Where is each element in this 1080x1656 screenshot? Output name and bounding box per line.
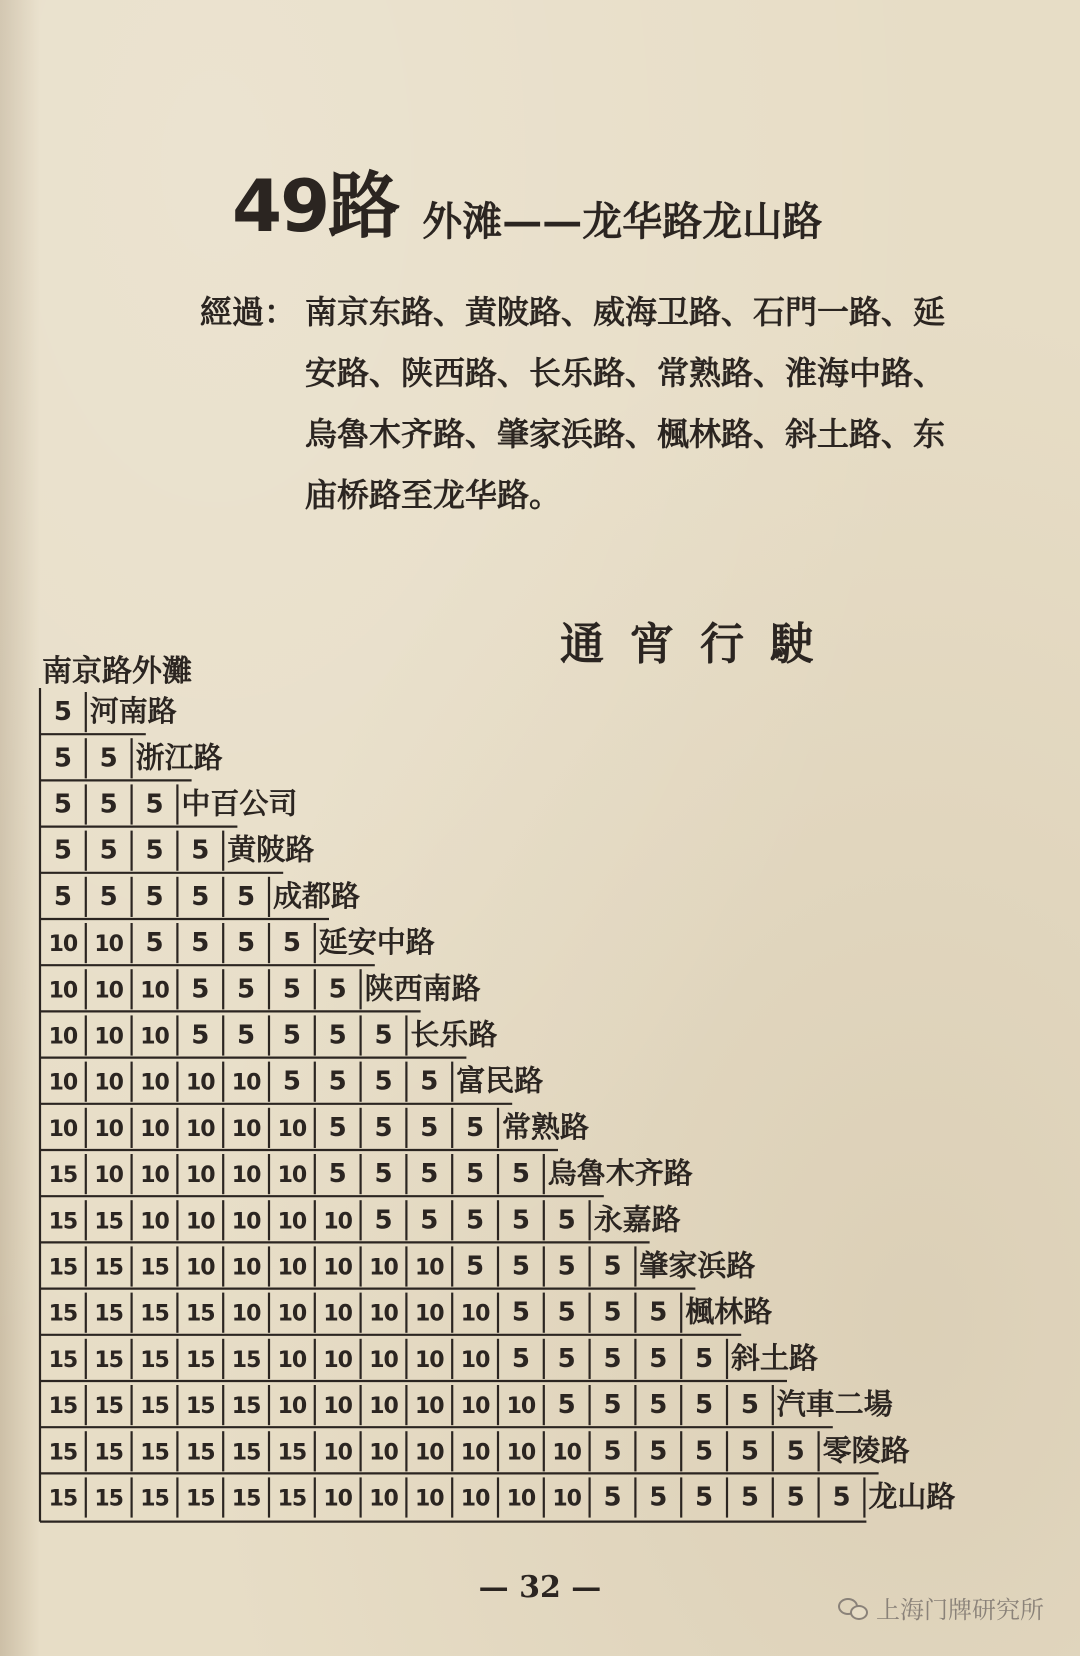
wechat-icon — [838, 1596, 868, 1620]
fare-cell: 15 — [48, 1163, 78, 1189]
fare-cell: 5 — [466, 1205, 485, 1236]
fare-cell: 10 — [369, 1394, 398, 1420]
fare-cell: 5 — [374, 1020, 393, 1051]
fare-cell: 10 — [185, 1163, 215, 1189]
fare-cell: 5 — [511, 1159, 530, 1190]
fare-cell: 15 — [140, 1440, 169, 1466]
fare-cell: 10 — [369, 1486, 398, 1512]
fare-cell: 10 — [414, 1440, 444, 1466]
fare-cell: 15 — [277, 1440, 307, 1466]
fare-cell: 5 — [145, 881, 164, 912]
fare-cell: 15 — [94, 1440, 124, 1466]
fare-cell: 10 — [414, 1301, 444, 1327]
fare-cell: 10 — [277, 1394, 307, 1420]
fare-cell: 5 — [53, 743, 72, 774]
fare-cell: 5 — [374, 1205, 393, 1236]
fare-cell: 10 — [231, 1209, 261, 1235]
fare-cell: 5 — [191, 881, 210, 912]
fare-cell: 10 — [140, 1209, 169, 1235]
via-label: 經過： — [200, 293, 297, 331]
fare-cell: 10 — [94, 1116, 124, 1142]
fare-cell: 5 — [695, 1482, 714, 1513]
fare-origin: 南京路外灘 — [42, 654, 192, 689]
fare-cell: 10 — [140, 1163, 169, 1189]
fare-cell: 5 — [99, 743, 118, 774]
fare-cell: 5 — [282, 1066, 301, 1097]
fare-cell: 15 — [277, 1486, 307, 1512]
stop-name: 斜土路 — [731, 1340, 819, 1375]
fare-cell: 10 — [48, 1070, 78, 1096]
fare-cell: 10 — [48, 978, 78, 1004]
fare-cell: 5 — [328, 1159, 347, 1190]
fare-cell: 10 — [94, 1070, 124, 1096]
fare-cell: 5 — [649, 1297, 668, 1328]
stop-name: 延安中路 — [318, 925, 435, 960]
fare-cell: 5 — [557, 1205, 576, 1236]
fare-cell: 5 — [99, 789, 118, 820]
fare-cell: 5 — [99, 835, 118, 866]
fare-cell: 10 — [552, 1440, 582, 1466]
fare-cell: 15 — [94, 1486, 124, 1512]
watermark-text: 上海门牌研究所 — [876, 1596, 1044, 1624]
fare-cell: 5 — [237, 974, 256, 1005]
fare-cell: 15 — [231, 1394, 261, 1420]
fare-cell: 10 — [231, 1301, 261, 1327]
fare-cell: 5 — [511, 1251, 530, 1282]
fare-cell: 5 — [191, 928, 210, 959]
fare-cell: 5 — [603, 1343, 622, 1374]
fare-cell: 10 — [323, 1255, 353, 1281]
fare-cell: 10 — [369, 1301, 398, 1327]
route-number: 49路 — [232, 164, 399, 248]
fare-cell: 15 — [140, 1486, 169, 1512]
fare-cell: 5 — [420, 1066, 439, 1097]
fare-cell: 5 — [511, 1205, 530, 1236]
fare-cell: 15 — [48, 1301, 78, 1327]
fare-cell: 5 — [832, 1482, 851, 1513]
fare-cell: 5 — [557, 1343, 576, 1374]
fare-cell: 15 — [94, 1209, 124, 1235]
fare-cell: 10 — [369, 1347, 398, 1373]
fare-cell: 5 — [466, 1112, 485, 1143]
fare-cell: 15 — [48, 1209, 78, 1235]
fare-cell: 10 — [460, 1440, 490, 1466]
fare-cell: 10 — [185, 1070, 215, 1096]
fare-cell: 5 — [191, 835, 210, 866]
fare-cell: 10 — [94, 978, 124, 1004]
fare-cell: 10 — [323, 1301, 353, 1327]
fare-cell: 5 — [237, 1020, 256, 1051]
fare-cell: 5 — [53, 881, 72, 912]
route-span: 外滩——龙华路龙山路 — [422, 198, 823, 245]
fare-cell: 15 — [185, 1486, 215, 1512]
fare-cell: 10 — [140, 1116, 169, 1142]
fare-cell: 5 — [328, 1066, 347, 1097]
fare-cell: 5 — [466, 1251, 485, 1282]
fare-cell: 5 — [145, 835, 164, 866]
stop-name: 烏魯木齐路 — [547, 1156, 693, 1191]
fare-cell: 15 — [140, 1255, 169, 1281]
fare-cell: 5 — [191, 974, 210, 1005]
fare-cell: 10 — [48, 1024, 78, 1050]
fare-cell: 10 — [414, 1255, 444, 1281]
fare-cell: 5 — [740, 1390, 759, 1421]
fare-cell: 5 — [374, 1159, 393, 1190]
fare-cell: 10 — [323, 1486, 353, 1512]
fare-cell: 5 — [786, 1436, 805, 1467]
stop-name: 浙江路 — [135, 740, 223, 775]
fare-cell: 10 — [506, 1486, 536, 1512]
stop-name: 永嘉路 — [593, 1202, 681, 1237]
fare-cell: 5 — [282, 974, 301, 1005]
fare-cell: 10 — [460, 1486, 490, 1512]
fare-cell: 15 — [94, 1255, 124, 1281]
fare-cell: 10 — [185, 1116, 215, 1142]
fare-cell: 5 — [649, 1390, 668, 1421]
stop-name: 常熟路 — [502, 1109, 590, 1144]
fare-cell: 5 — [328, 974, 347, 1005]
fare-cell: 5 — [786, 1482, 805, 1513]
fare-cell: 10 — [48, 932, 78, 958]
fare-cell: 15 — [94, 1394, 124, 1420]
fare-cell: 15 — [48, 1486, 78, 1512]
fare-cell: 15 — [140, 1394, 169, 1420]
fare-cell: 10 — [277, 1116, 307, 1142]
stop-name: 河南路 — [89, 694, 177, 729]
fare-cell: 10 — [140, 1070, 169, 1096]
fare-cell: 5 — [53, 697, 72, 728]
fare-cell: 5 — [603, 1436, 622, 1467]
fare-cell: 10 — [140, 1024, 169, 1050]
stop-name: 肇家浜路 — [639, 1248, 756, 1283]
fare-cell: 15 — [48, 1255, 78, 1281]
fare-cell: 5 — [282, 1020, 301, 1051]
fare-cell: 5 — [237, 928, 256, 959]
fare-cell: 15 — [231, 1347, 261, 1373]
fare-cell: 10 — [369, 1440, 398, 1466]
fare-cell: 5 — [328, 1020, 347, 1051]
fare-cell: 10 — [460, 1347, 490, 1373]
stop-name: 零陵路 — [822, 1433, 910, 1468]
fare-cell: 5 — [695, 1436, 714, 1467]
fare-cell: 15 — [94, 1347, 124, 1373]
fare-cell: 10 — [231, 1116, 261, 1142]
fare-cell: 10 — [506, 1440, 536, 1466]
stop-name: 楓林路 — [685, 1294, 773, 1329]
fare-cell: 15 — [231, 1486, 261, 1512]
fare-cell: 10 — [185, 1255, 215, 1281]
fare-cell: 5 — [53, 835, 72, 866]
stop-name: 长乐路 — [410, 1017, 498, 1052]
section-title: 通宵行駛 — [560, 619, 840, 670]
fare-cell: 5 — [603, 1251, 622, 1282]
fare-cell: 10 — [323, 1440, 353, 1466]
stop-name: 陕西南路 — [364, 971, 481, 1006]
fare-cell: 5 — [557, 1390, 576, 1421]
fare-cell: 5 — [145, 789, 164, 820]
fare-cell: 10 — [185, 1209, 215, 1235]
fare-cell: 10 — [414, 1486, 444, 1512]
fare-cell: 15 — [48, 1394, 78, 1420]
stop-name: 黄陂路 — [227, 832, 315, 867]
fare-cell: 10 — [460, 1301, 490, 1327]
fare-cell: 5 — [557, 1297, 576, 1328]
fare-cell: 5 — [511, 1297, 530, 1328]
fare-cell: 10 — [94, 1163, 124, 1189]
fare-cell: 5 — [603, 1390, 622, 1421]
fare-cell: 5 — [374, 1112, 393, 1143]
fare-cell: 10 — [369, 1255, 398, 1281]
fare-cell: 10 — [277, 1255, 307, 1281]
fare-cell: 5 — [695, 1343, 714, 1374]
fare-cell: 15 — [185, 1440, 215, 1466]
fare-cell: 5 — [649, 1482, 668, 1513]
fare-cell: 10 — [552, 1486, 582, 1512]
via-text: 南京东路、黄陂路、威海卫路、石門一路、延安路、陕西路、长乐路、常熟路、淮海中路、烏魯木齐路、肇家浜路、楓林路、斜土路、东庙桥路至龙华路。 — [305, 293, 946, 514]
fare-cell: 5 — [191, 1020, 210, 1051]
watermark — [838, 1590, 1044, 1625]
fare-cell: 10 — [277, 1301, 307, 1327]
fare-cell: 5 — [603, 1482, 622, 1513]
fare-cell: 5 — [740, 1436, 759, 1467]
fare-cell: 15 — [140, 1301, 169, 1327]
fare-cell: 5 — [145, 928, 164, 959]
fare-cell: 5 — [740, 1482, 759, 1513]
fare-cell: 10 — [414, 1347, 444, 1373]
fare-cell: 10 — [506, 1394, 536, 1420]
fare-cell: 5 — [511, 1343, 530, 1374]
stop-name: 成都路 — [273, 878, 361, 913]
fare-cell: 5 — [649, 1343, 668, 1374]
fare-cell: 10 — [323, 1209, 353, 1235]
fare-cell: 5 — [420, 1112, 439, 1143]
stop-name: 富民路 — [456, 1063, 544, 1098]
fare-cell: 5 — [328, 1112, 347, 1143]
stop-name: 中百公司 — [181, 786, 298, 821]
fare-cell: 10 — [94, 1024, 124, 1050]
fare-cell: 5 — [466, 1159, 485, 1190]
fare-cell: 5 — [649, 1436, 668, 1467]
page-number: — 32 — — [478, 1570, 602, 1605]
fare-cell: 5 — [282, 928, 301, 959]
fare-cell: 15 — [185, 1394, 215, 1420]
fare-cell: 5 — [237, 881, 256, 912]
fare-cell: 5 — [99, 881, 118, 912]
fare-cell: 5 — [420, 1205, 439, 1236]
fare-cell: 10 — [414, 1394, 444, 1420]
fare-cell: 15 — [231, 1440, 261, 1466]
stop-name: 龙山路 — [868, 1479, 956, 1514]
fare-cell: 10 — [48, 1116, 78, 1142]
fare-cell: 10 — [231, 1255, 261, 1281]
fare-cell: 5 — [53, 789, 72, 820]
fare-cell: 15 — [185, 1347, 215, 1373]
fare-cell: 5 — [374, 1066, 393, 1097]
fare-cell: 10 — [323, 1347, 353, 1373]
fare-cell: 15 — [94, 1301, 124, 1327]
fare-cell: 10 — [231, 1070, 261, 1096]
fare-cell: 5 — [695, 1390, 714, 1421]
fare-cell: 10 — [94, 932, 124, 958]
fare-cell: 10 — [323, 1394, 353, 1420]
stop-name: 汽車二場 — [776, 1387, 893, 1422]
fare-cell: 10 — [277, 1209, 307, 1235]
fare-cell: 10 — [277, 1347, 307, 1373]
fare-cell: 5 — [557, 1251, 576, 1282]
fare-cell: 5 — [420, 1159, 439, 1190]
fare-cell: 15 — [48, 1347, 78, 1373]
fare-cell: 5 — [603, 1297, 622, 1328]
fare-cell: 15 — [185, 1301, 215, 1327]
fare-cell: 10 — [140, 978, 169, 1004]
fare-cell: 10 — [231, 1163, 261, 1189]
fare-cell: 15 — [48, 1440, 78, 1466]
fare-cell: 15 — [140, 1347, 169, 1373]
fare-cell: 10 — [460, 1394, 490, 1420]
fare-cell: 10 — [277, 1163, 307, 1189]
